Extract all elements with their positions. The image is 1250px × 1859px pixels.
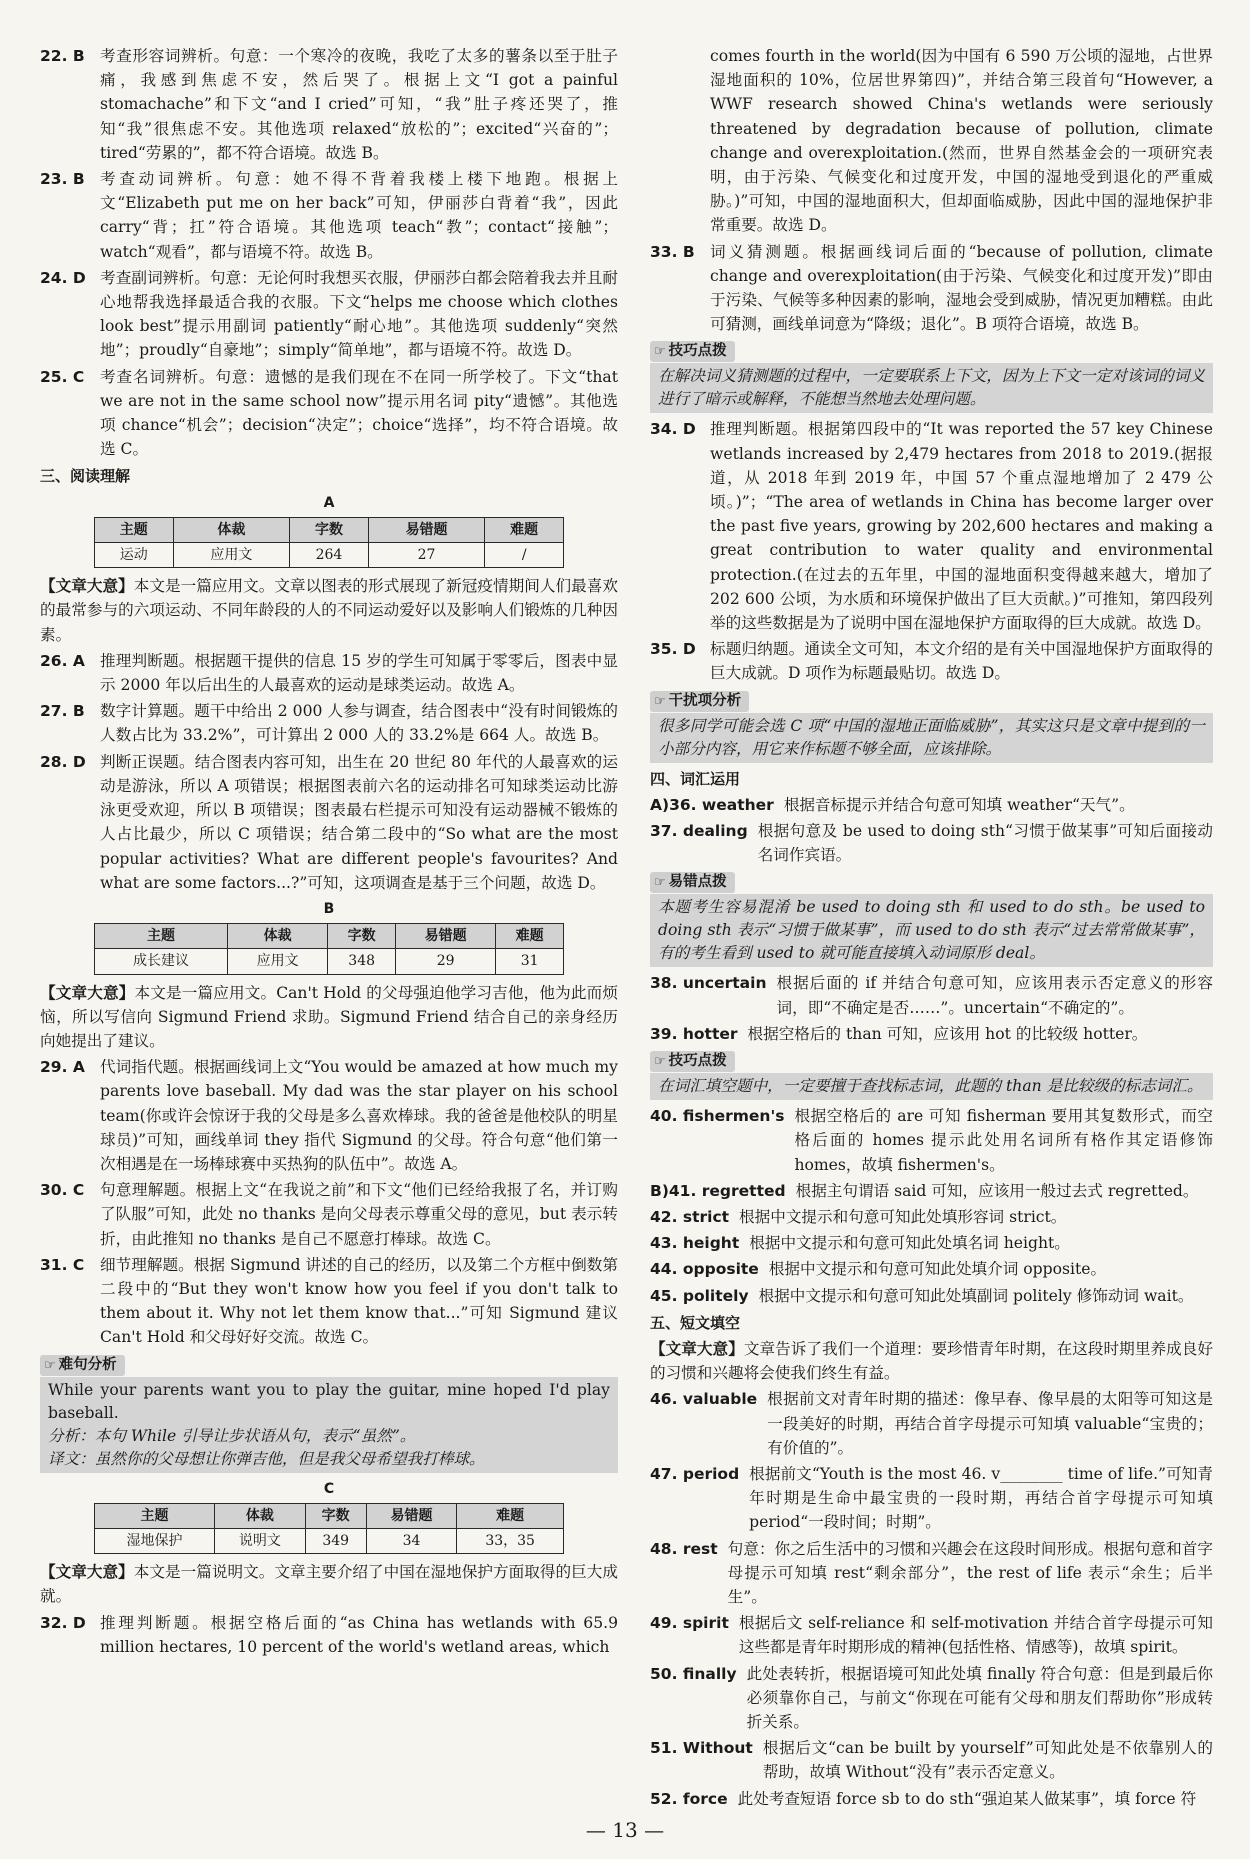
tip-box-difficult-sentence — [40, 1377, 618, 1473]
question-number: 52. force — [650, 1789, 728, 1808]
header-error-prone: 易错题 — [366, 1503, 457, 1528]
tip-heading-error — [650, 872, 735, 893]
header-error-prone: 易错题 — [368, 517, 485, 542]
answer-51 — [650, 1736, 1213, 1784]
tip-box-skill-2: 在词汇填空题中，一定要擅于查找标志词，此题的 than 是比较级的标志词汇。 — [650, 1073, 1213, 1100]
summary-cloze — [650, 1337, 1213, 1385]
explanation: 词义猜测题。根据画线词后面的“because of pollution, climate change and overexploitation(由于污染、气候变化和过度开发)”即由于污染、气候等多种因素的影响，湿地会受到威胁，情况更加糟糕。由此可猜测，画线单词意为“降级；退化”。B 项符合语境，故选 B。 — [710, 242, 1213, 334]
question-number: 38. uncertain — [650, 974, 767, 993]
explanation: 此处考查短语 force sb to do sth“强迫某人做某事”，填 force 符 — [737, 1789, 1197, 1808]
answer-43 — [650, 1231, 1213, 1255]
header-word-count: 字数 — [305, 1503, 366, 1528]
summary-text: 文章告诉了我们一个道理：要珍惜青年时期，在这段时期里养成良好的习惯和兴趣将会使我们终生有益。 — [650, 1339, 1213, 1383]
cell-difficult: 33，35 — [457, 1528, 564, 1553]
header-difficult: 难题 — [496, 924, 564, 949]
cell-difficult: / — [485, 543, 564, 568]
question-number: 39. hotter — [650, 1024, 738, 1043]
answer-37 — [650, 819, 1213, 867]
explanation: 根据中文提示和句意可知此处填形容词 strict。 — [739, 1207, 1067, 1226]
answer-40 — [650, 1104, 1213, 1177]
tip-heading-difficult-sentence — [40, 1355, 125, 1376]
answer-35 — [650, 637, 1213, 685]
explanation: 根据中文提示和句意可知此处填副词 politely 修饰动词 wait。 — [758, 1286, 1194, 1305]
question-number: 22. B — [40, 47, 85, 65]
question-number: 31. C — [40, 1255, 85, 1274]
summary-text: 本文是一篇说明文。文章主要介绍了中国在湿地保护方面取得的巨大成就。 — [40, 1563, 618, 1606]
passage-label-b: B — [323, 900, 335, 917]
explanation: 考查形容词辨析。句意：一个寒冷的夜晚，我吃了太多的薯条以至于肚子痛，我感到焦虑不安，然后哭了。根据上文“I got a painful stomachache”和下文“and I cried”可知，“我”肚子疼还哭了，推知“我”很焦虑不安。其他选项 relaxed“放松的”；excited“兴奋的”；tired“劳累的”，都不符合语境。故选 B。 — [100, 47, 618, 162]
explanation: 推理判断题。根据第四段中的“It was reported the 57 key Chinese wetlands increased by 2,479 hectares from 2018 to 2019.(据报道，从 2018 年到 2019 年，中国 57 个重点湿地增加了 2 479 公顷。)”；“The area of wetlands in China has become larger over the past five years, growing by 202,600 hectares and making a great contribution to water quality and environmental protection.(在过去的五年里，中国的湿地面积变得越来越大，增加了 202 600 公顷，为水质和环境保护做出了巨大贡献。)”可推知，第四段列举的这些数据是为了说明中国在湿地保护方面取得的巨大成就。故选 D。 — [710, 420, 1213, 633]
question-number: 46. valuable — [650, 1390, 758, 1409]
question-number: 23. B — [40, 170, 85, 189]
answer-39 — [650, 1022, 1213, 1046]
question-number: 30. C — [40, 1181, 85, 1200]
question-number: 28. D — [40, 752, 86, 771]
explanation: 根据空格后的 than 可知，应该用 hot 的比较级 hotter。 — [747, 1024, 1148, 1043]
question-number: 35. D — [650, 640, 696, 659]
question-number: 49. spirit — [650, 1614, 729, 1633]
summary-tag: 【文章大意】 — [40, 576, 134, 596]
explanation: 根据音标提示并结合句意可知填 weather“天气”。 — [783, 795, 1135, 814]
summary-tag: 【文章大意】 — [40, 1562, 134, 1582]
passage-info-table-b — [94, 923, 564, 974]
question-number: 47. period — [650, 1464, 740, 1483]
explanation: 根据后文 self-reliance 和 self-motivation 并结合首字母提示可知这些都是青年时期形成的精神(包括性格、情感等)，故填 spirit。 — [738, 1614, 1213, 1657]
answer-44 — [650, 1257, 1213, 1281]
question-number: 40. fishermen's — [650, 1107, 785, 1126]
left-column — [40, 44, 618, 1661]
explanation: 此处表转折，根据语境可知此处填 finally 符合句意：但是到最后你必须靠你自己，与前文“你现在可能有父母和朋友们帮助你”形成转折关系。 — [746, 1664, 1213, 1731]
header-genre: 体裁 — [173, 517, 290, 542]
right-column — [650, 44, 1213, 1813]
cell-genre: 应用文 — [173, 543, 290, 568]
answer-22 — [40, 44, 618, 165]
explanation: 细节理解题。根据 Sigmund 讲述的自己的经历，以及第二个方框中倒数第二段中的“But they won't know how you feel if you don't talk to them about it. Why not let them know that...”可知 Sigmund 建议 Can't Hold 和父母好好交流。故选 C。 — [100, 1255, 618, 1347]
answer-38 — [650, 971, 1213, 1019]
tip-sentence: While your parents want you to play the guitar, mine hoped I'd play baseball. — [48, 1380, 610, 1422]
cell-word-count: 264 — [290, 543, 369, 568]
explanation: 根据后文“can be built by yourself”可知此处是不依靠别人的帮助，故填 Without“没有”表示否定意义。 — [762, 1739, 1213, 1782]
explanation: 考查副词辨析。句意：无论何时我想买衣服，伊丽莎白都会陪着我去并且耐心地帮我选择最适合我的衣服。下文“helps me choose which clothes look best”提示用副词 patiently“耐心地”。其他选项 suddenly“突然地”；proudly“自豪地”；simply“简单地”，都与语境不符。故选 D。 — [100, 268, 618, 360]
answer-30 — [40, 1178, 618, 1251]
header-theme: 主题 — [95, 517, 174, 542]
explanation: 句意：你之后生活中的习惯和兴趣会在这段时间形成。根据句意和首字母提示可知填 rest“剩余部分”，the rest of life 表示“余生；后半生”。 — [727, 1539, 1213, 1606]
tip-heading-text: 干扰项分析 — [668, 692, 742, 709]
passage-label-c: C — [323, 1480, 335, 1497]
question-number: 24. D — [40, 268, 86, 287]
passage-info-table-c — [94, 1503, 564, 1554]
question-number: 32. D — [40, 1613, 86, 1632]
tip-heading-text: 技巧点拨 — [668, 343, 727, 360]
answer-29 — [40, 1055, 618, 1176]
tip-heading-text: 难句分析 — [58, 1356, 117, 1373]
explanation: 根据前文“Youth is the most 46. v________ time of life.”可知青年时期是生命中最宝贵的一段时期，再结合首字母提示可知填 period“一段时间；时期”。 — [749, 1464, 1213, 1532]
explanation: 根据空格后的 are 可知 fisherman 要用其复数形式，而空格后面的 homes 提示此处用名词所有格作其定语修饰 homes，故填 fishermen's。 — [794, 1107, 1213, 1174]
answer-31 — [40, 1253, 618, 1350]
answer-32-continued — [650, 44, 1213, 238]
tip-heading-skill-2 — [650, 1051, 735, 1072]
answer-49 — [650, 1611, 1213, 1659]
header-word-count: 字数 — [328, 924, 396, 949]
explanation: comes fourth in the world(因为中国有 6 590 万公顷的湿地，占世界湿地面积的 10%，位居世界第四)”，并结合第三段首句“However, a WWF research showed China's wetlands were seriously threatened by degradation because of pollution, climate change and overexploitation.(然而，世界自然基金会的一项研究表明，由于污染、气候变化和过度开发，中国的湿地受到退化的严重威胁。)”可知，中国的湿地面积大，但却面临威胁，因此中国的湿地保护非常重要。故选 D。 — [710, 47, 1213, 235]
answer-24 — [40, 266, 618, 363]
explanation: 根据后面的 if 并结合句意可知，应该用表示否定意义的形容词，即“不确定是否……”。uncertain“不确定的”。 — [776, 974, 1213, 1017]
answer-50 — [650, 1662, 1213, 1735]
page-number: — 13 — — [585, 1818, 665, 1842]
summary-a — [40, 574, 618, 647]
question-number: A)36. weather — [650, 795, 774, 814]
question-number: 44. opposite — [650, 1260, 759, 1279]
question-number: 45. politely — [650, 1286, 749, 1305]
tip-box-error: 本题考生容易混淆 be used to doing sth 和 used to do sth。be used to doing sth 表示“习惯于做某事”，而 used to do sth 表示“过去常常做某事”，有的考生看到 used to 就可能直接填入动词原形 deal。 — [650, 894, 1213, 967]
header-difficult: 难题 — [457, 1503, 564, 1528]
answer-25 — [40, 365, 618, 462]
section-heading-cloze: 五、短文填空 — [650, 1313, 741, 1332]
cell-genre: 说明文 — [215, 1528, 306, 1553]
answer-47 — [650, 1462, 1213, 1535]
question-number: 25. C — [40, 367, 85, 386]
cell-error-prone: 34 — [366, 1528, 457, 1553]
summary-tag: 【文章大意】 — [650, 1338, 744, 1358]
answer-23 — [40, 167, 618, 264]
explanation: 数字计算题。题干中给出 2 000 人参与调查，结合图表中“没有时间锻炼的人数占比为 33.2%”，可计算出 2 000 人的 33.2%是 664 人。故选 B。 — [100, 702, 618, 745]
cell-theme: 成长建议 — [95, 949, 228, 974]
tip-analysis: 分析：本句 While 引导让步状语从句，表示“虽然”。 — [48, 1426, 416, 1445]
explanation: 推理判断题。根据题干提供的信息 15 岁的学生可知属于零零后，图表中显示 2000 年以后出生的人最喜欢的运动是球类运动。故选 A。 — [100, 651, 618, 695]
header-difficult: 难题 — [485, 517, 564, 542]
question-number: 51. Without — [650, 1739, 753, 1758]
explanation: 根据主句谓语 said 可知，应该用一般过去式 regretted。 — [795, 1181, 1199, 1200]
answer-42 — [650, 1205, 1213, 1229]
tip-heading-distractor — [650, 691, 749, 712]
header-word-count: 字数 — [290, 517, 369, 542]
summary-text: 本文是一篇应用文。Can't Hold 的父母强迫他学习吉他，他为此而烦恼，所以写信向 Sigmund Friend 求助。Sigmund Friend 结合自己的亲身经历向她提出了建议。 — [40, 983, 618, 1050]
summary-text: 本文是一篇应用文。文章以图表的形式展现了新冠疫情期间人们最喜欢的最常参与的六项运动、不同年龄段的人的不同运动爱好以及影响人们锻炼的几种因素。 — [40, 577, 618, 644]
question-number: 27. B — [40, 702, 85, 721]
explanation: 句意理解题。根据上文“在我说之前”和下文“他们已经给我报了名，并订购了队服”可知，此处 no thanks 是向父母表示尊重父母的意见，but 表示转折，由此推知 no thanks 是自己不愿意打棒球。故选 C。 — [100, 1181, 618, 1248]
cell-error-prone: 27 — [368, 543, 485, 568]
header-genre: 体裁 — [228, 924, 328, 949]
answer-33 — [650, 240, 1213, 337]
tip-hand-icon: ☞ — [654, 693, 666, 709]
header-error-prone: 易错题 — [395, 924, 495, 949]
answer-41 — [650, 1179, 1213, 1203]
summary-c — [40, 1560, 618, 1608]
explanation: 根据中文提示和句意可知此处填名词 height。 — [749, 1234, 1070, 1253]
answer-27 — [40, 699, 618, 747]
tip-heading-text: 技巧点拨 — [668, 1053, 727, 1070]
question-number: B)41. regretted — [650, 1181, 786, 1200]
tip-hand-icon: ☞ — [654, 875, 666, 891]
cell-genre: 应用文 — [228, 949, 328, 974]
cell-error-prone: 29 — [395, 949, 495, 974]
summary-b — [40, 981, 618, 1054]
tip-hand-icon: ☞ — [44, 1357, 56, 1373]
answer-45 — [650, 1284, 1213, 1308]
explanation: 根据句意及 be used to doing sth“习惯于做某事”可知后面接动名词作宾语。 — [757, 822, 1213, 865]
answer-28 — [40, 750, 618, 895]
passage-label-a: A — [323, 494, 335, 511]
section-heading-vocabulary: 四、词汇运用 — [650, 769, 741, 788]
question-number: 43. height — [650, 1234, 740, 1253]
tip-hand-icon: ☞ — [654, 344, 666, 360]
tip-translation: 译文：虽然你的父母想让你弹吉他，但是我父母希望我打棒球。 — [48, 1449, 485, 1468]
answer-26 — [40, 649, 618, 697]
passage-info-table-a — [94, 517, 564, 568]
tip-heading-skill — [650, 341, 735, 362]
cell-theme: 运动 — [95, 543, 174, 568]
section-heading-reading: 三、阅读理解 — [40, 467, 131, 486]
cell-difficult: 31 — [496, 949, 564, 974]
explanation: 考查名词辨析。句意：遗憾的是我们现在不在同一所学校了。下文“that we are not in the same school now”提示用名词 pity“遗憾”。其他选项 chance“机会”；decision“决定”；choice“选择”，均不符合语境。故选 C。 — [100, 367, 618, 459]
answer-48 — [650, 1537, 1213, 1610]
cell-word-count: 348 — [328, 949, 396, 974]
cell-theme: 湿地保护 — [95, 1528, 215, 1553]
explanation: 标题归纳题。通读全文可知，本文介绍的是有关中国湿地保护方面取得的巨大成就。D 项作为标题最贴切。故选 D。 — [710, 640, 1213, 683]
explanation: 代词指代题。根据画线词上文“You would be amazed at how much my parents love baseball. My dad was the star player on his school team(你或许会惊讶于我的父母是多么喜欢棒球。我的爸爸是他校队的明星球员)”可知，画线单词 they 指代 Sigmund 的父母。符合句意“他们第一次相遇是在一场棒球赛中买热狗的队伍中”。故选 A。 — [100, 1058, 618, 1173]
explanation: 根据中文提示和句意可知此处填介词 opposite。 — [768, 1260, 1107, 1279]
tip-heading-text: 易错点拨 — [668, 874, 727, 891]
header-theme: 主题 — [95, 1503, 215, 1528]
question-number: 34. D — [650, 420, 696, 439]
question-number: 50. finally — [650, 1664, 737, 1683]
question-number: 42. strict — [650, 1207, 730, 1226]
answer-36 — [650, 793, 1213, 817]
indent-spacer — [650, 44, 710, 238]
tip-box-distractor: 很多同学可能会选 C 项“中国的湿地正面临威胁”，其实这只是文章中提到的一小部分内容，用它来作标题不够全面，应该排除。 — [650, 713, 1213, 763]
question-number: 33. B — [650, 242, 695, 261]
explanation: 考查动词辨析。句意：她不得不背着我楼上楼下地跑。根据上文“Elizabeth put me on her back”可知，伊丽莎白背着“我”，因此 carry“背；扛”符合语境。其他选项 teach“教”；contact“接触”；watch“观看”，都与语境不符。故选 B。 — [100, 170, 618, 261]
answer-52 — [650, 1787, 1213, 1811]
summary-tag: 【文章大意】 — [40, 982, 135, 1002]
explanation: 推理判断题。根据空格后面的“as China has wetlands with 65.9 million hectares, 10 percent of the world's wetland areas, which — [100, 1613, 618, 1656]
tip-box-skill: 在解决词义猜测题的过程中，一定要联系上下文，因为上下文一定对该词的词义进行了暗示或解释，不能想当然地去处理问题。 — [650, 363, 1213, 413]
answer-46 — [650, 1387, 1213, 1460]
header-theme: 主题 — [95, 924, 228, 949]
answer-34 — [650, 417, 1213, 635]
answer-32 — [40, 1611, 618, 1659]
question-number: 29. A — [40, 1058, 85, 1077]
cell-word-count: 349 — [305, 1528, 366, 1553]
question-number: 48. rest — [650, 1539, 718, 1558]
explanation: 根据前文对青年时期的描述：像早春、像早晨的太阳等可知这是一段美好的时期，再结合首字母提示可知填 valuable“宝贵的；有价值的”。 — [767, 1390, 1213, 1457]
explanation: 判断正误题。结合图表内容可知，出生在 20 世纪 80 年代的人最喜欢的运动是游泳，所以 A 项错误；根据图表前六名的运动排名可知球类运动比游泳更受欢迎，所以 B 项错误；图表最右栏提示可知没有运动器械不锻炼的人占比最少，所以 C 项错误；结合第二段中的“So what are the most popular activities? What are different people's favourites? And what are some factors...?”可知，这项调查是基于三个问题，故选 D。 — [100, 752, 618, 892]
header-genre: 体裁 — [215, 1503, 306, 1528]
question-number: 26. A — [40, 651, 85, 670]
question-number: 37. dealing — [650, 822, 748, 841]
tip-hand-icon: ☞ — [654, 1054, 666, 1070]
